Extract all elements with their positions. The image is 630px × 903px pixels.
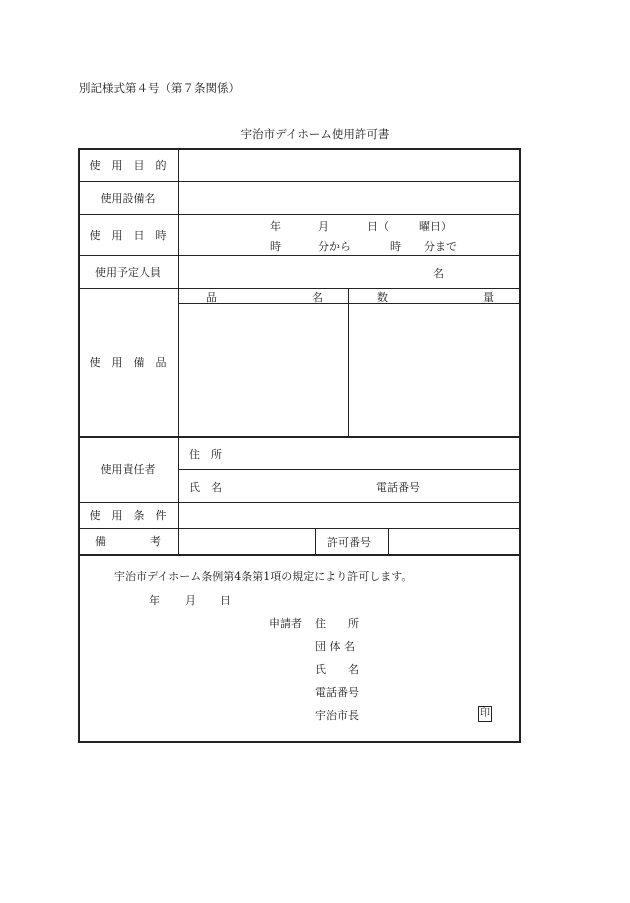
seal-icon: 印 (478, 706, 492, 722)
label-equipment-name: 使用設備名 (100, 191, 156, 205)
supplies-header-line (178, 303, 521, 304)
applicant-label: 申請者 (269, 617, 302, 630)
applicant-address-label: 住 所 (315, 617, 359, 630)
row-line (78, 554, 521, 556)
time-minute-from: 分から (318, 240, 351, 253)
permission-statement: 宇治市デイホーム条例第4条第1項の規定により許可します。 (114, 570, 413, 583)
permit-number-divider (388, 528, 389, 554)
document-title: 宇治市デイホーム使用許可書 (240, 127, 390, 141)
time-hour-to: 時 (390, 240, 401, 253)
date-month: 月 (318, 220, 329, 233)
border-bottom (78, 741, 521, 743)
label-responsible: 使用責任者 (100, 463, 156, 476)
seal-mark (478, 706, 492, 722)
label-conditions: 使 用 条 件 (89, 509, 167, 522)
label-remarks: 備 考 (95, 535, 161, 548)
responsible-phone-label: 電話番号 (376, 481, 420, 494)
label-supplies: 使 用 備 品 (89, 356, 167, 369)
mayor-label: 宇治市長 (315, 709, 359, 722)
permission-year: 年 (149, 594, 160, 607)
people-unit: 名 (433, 267, 444, 280)
time-minute-to: 分まで (424, 240, 457, 253)
supplies-header-item-a: 品 (206, 291, 217, 304)
label-purpose: 使 用 目 的 (89, 158, 167, 172)
supplies-header-item-b: 名 (312, 291, 323, 304)
supplies-header-qty-a: 数 (377, 291, 388, 304)
supplies-divider (348, 288, 349, 436)
applicant-name-label: 氏 名 (315, 663, 359, 676)
permit-form-table (78, 148, 521, 743)
responsible-address-label: 住 所 (189, 448, 222, 461)
responsible-name-label: 氏 名 (189, 481, 222, 494)
border-right (519, 148, 521, 743)
date-day: 日（ (367, 220, 389, 233)
label-divider (178, 148, 179, 554)
label-datetime: 使 用 日 時 (89, 228, 167, 242)
time-hour-from: 時 (270, 240, 281, 253)
applicant-phone-label: 電話番号 (315, 686, 359, 699)
date-year: 年 (270, 220, 281, 233)
permit-number-label: 許可番号 (327, 536, 371, 549)
form-number: 別記様式第４号（第７条関係） (79, 81, 240, 95)
remarks-divider (315, 528, 316, 554)
label-planned-people: 使用予定人員 (95, 265, 161, 279)
date-weekday: 曜日） (419, 220, 452, 233)
applicant-group-label: 団 体 名 (315, 640, 355, 653)
permission-day: 日 (220, 594, 231, 607)
row-line (178, 469, 521, 470)
supplies-header-qty-b: 量 (483, 291, 494, 304)
permission-month: 月 (185, 594, 196, 607)
